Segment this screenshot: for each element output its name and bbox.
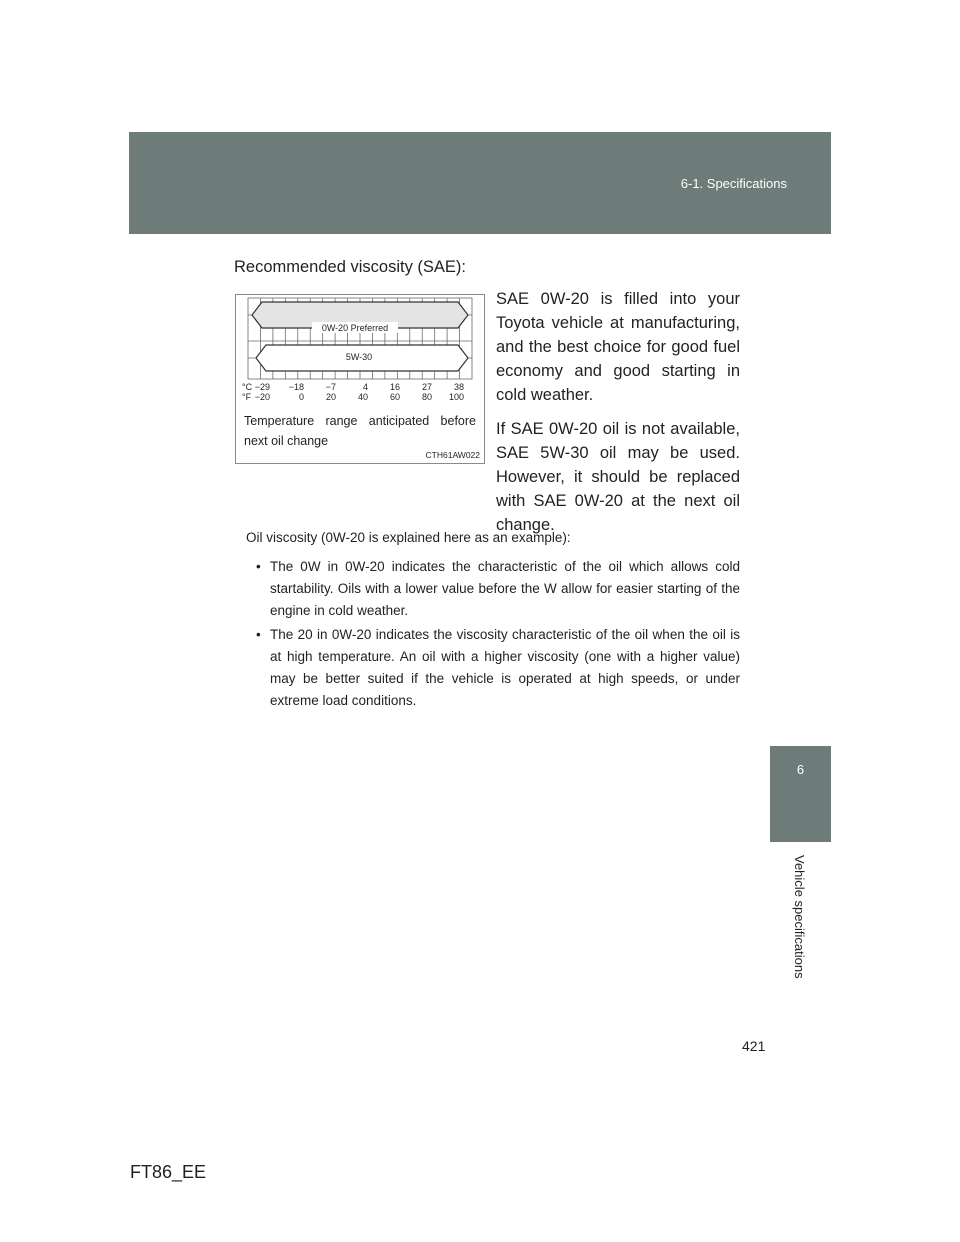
chapter-number: 6 <box>796 762 805 777</box>
header-band <box>129 132 831 234</box>
celsius-tick-label: 16 <box>389 382 400 392</box>
fahrenheit-tick-label: 80 <box>421 392 432 402</box>
celsius-tick-label: 38 <box>453 382 464 392</box>
fahrenheit-tick-label: 40 <box>357 392 368 402</box>
section-heading: Recommended viscosity (SAE): <box>234 258 466 276</box>
page-number: 421 <box>742 1038 766 1054</box>
fahrenheit-ticks <box>255 392 464 402</box>
band-label-0w20: 0W-20 Preferred <box>321 323 389 333</box>
celsius-unit: °C <box>242 382 253 392</box>
celsius-tick-label: −18 <box>288 382 304 392</box>
note-intro: Oil viscosity (0W-20 is explained here as an example): <box>246 530 571 545</box>
celsius-tick-label: −7 <box>325 382 336 392</box>
body-paragraph-2: If SAE 0W-20 oil is not available, SAE 5W-30 oil may be used. However, it should be replaced with SAE 0W-20 at the next oil change. <box>496 420 740 534</box>
fahrenheit-tick-label: 100 <box>448 392 464 402</box>
document-code: FT86_EE <box>130 1162 207 1182</box>
chapter-title-vertical <box>790 855 810 985</box>
body-paragraph-1: SAE 0W-20 is filled into your Toyota vehicle at manufacturing, and the best choice for good fuel economy and good starting in cold weather. <box>496 290 740 404</box>
fahrenheit-tick-label: −20 <box>254 392 270 402</box>
chapter-title: Vehicle specifications <box>792 855 807 979</box>
fahrenheit-tick-label: 20 <box>325 392 336 402</box>
fahrenheit-tick-label: 60 <box>389 392 400 402</box>
celsius-tick-label: 4 <box>362 382 368 392</box>
celsius-ticks <box>255 382 464 392</box>
viscosity-figure <box>235 294 485 464</box>
chapter-tab <box>770 746 831 842</box>
note-bullet: • The 0W in 0W-20 indicates the characteristic of the oil which allows cold startability. Oils with a lower value before the W allow for easier starting of the engine in cold weather. <box>256 556 740 622</box>
section-title: 6-1. Specifications <box>680 176 787 191</box>
celsius-tick-label: 27 <box>421 382 432 392</box>
note-bullet: • The 20 in 0W-20 indicates the viscosity characteristic of the oil when the oil is at high temperature. An oil with a higher viscosity (one with a higher value) may be better suited if the vehicle is operated at high speeds, or under extreme load conditions. <box>256 624 740 712</box>
body-text <box>496 287 740 547</box>
figure-caption: Temperature range anticipated before next oil change <box>244 414 476 448</box>
figure-code: CTH61AW022 <box>425 450 480 460</box>
celsius-tick-label: −29 <box>254 382 270 392</box>
fahrenheit-tick-label: 0 <box>298 392 304 402</box>
band-label-5w30: 5W-30 <box>345 352 373 362</box>
fahrenheit-unit: °F <box>242 392 252 402</box>
note-bullets <box>256 556 740 714</box>
